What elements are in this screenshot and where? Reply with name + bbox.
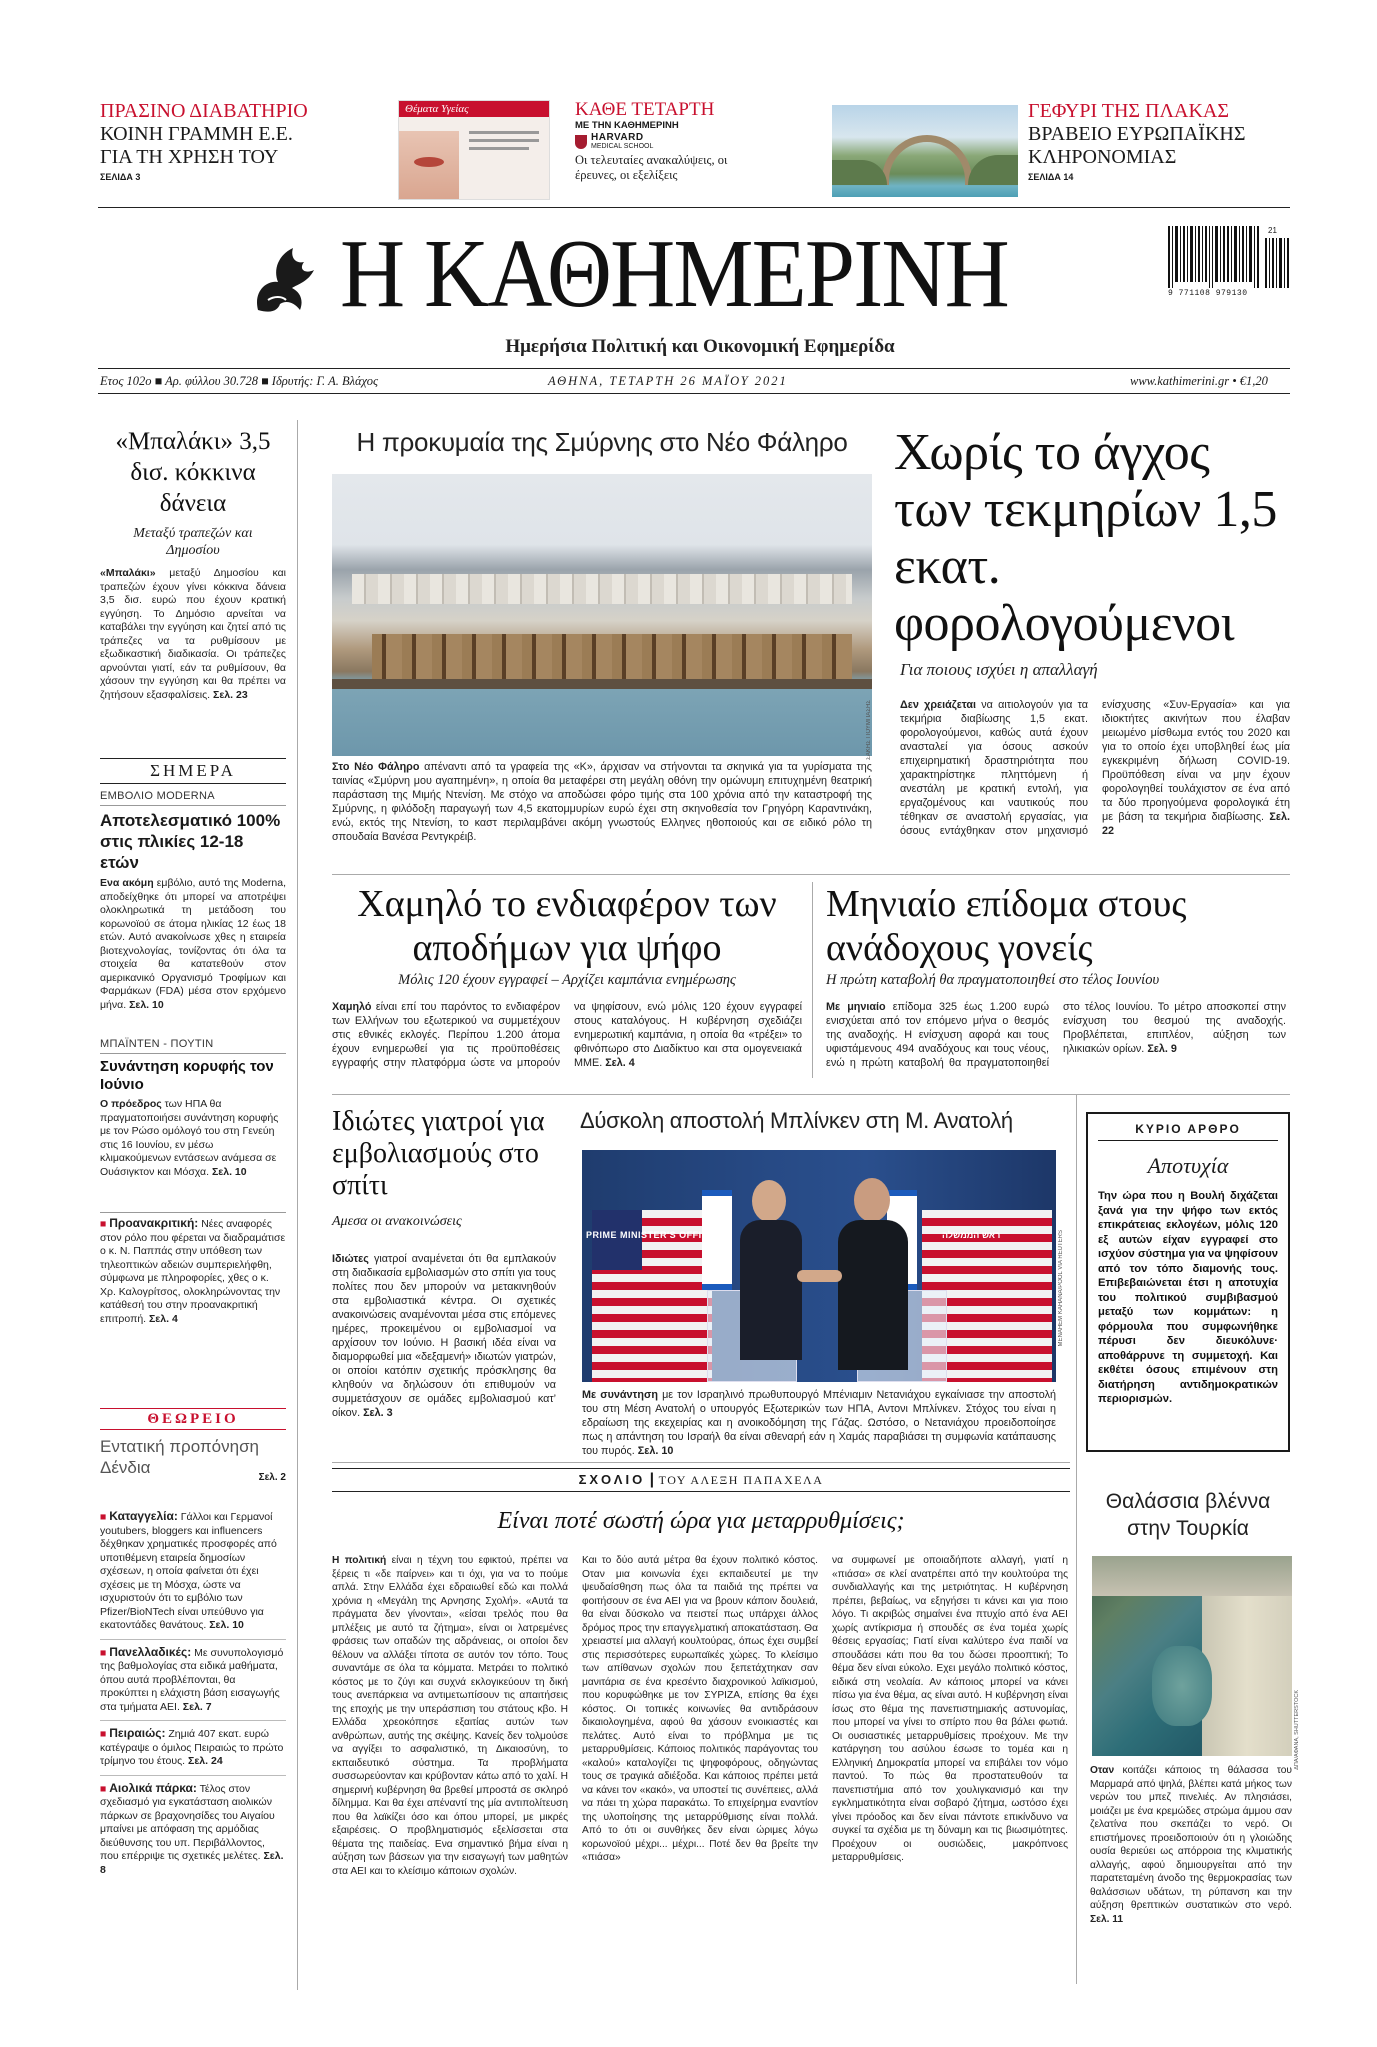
blinken-caption-leadin: Με συνάντηση <box>582 1389 658 1401</box>
barcode-digits: 9 771108 979130 <box>1168 289 1248 298</box>
lead-story-text: μεταξύ Δημοσίου και τραπεζών έχουν γίνει κόκκινα δάνεια 3,5 δισ. ευρώ που έχουν κρατική εγγύηση. Το Δημόσιο αρνείται να καταβάλει την εγγύηση και ζητεί από τις τράπεζες να τα ρυθμίσουν με εξωδικαστική διαδικασία. Οι τράπεζες αρνούνται γιατί, εάν τα ρυθμίσουν, θα χάσουν την εγγύηση και θα πρέπει να ζητήσουν εξασφαλίσεις. <box>100 567 286 701</box>
blinken-caption <box>582 1388 1056 1458</box>
teaser-divider <box>98 207 1290 208</box>
biden-title: Συνάντηση κορυφής τον Ιούνιο <box>100 1058 274 1093</box>
moderna-body <box>100 877 286 1012</box>
windfarms-text: Τέλος στον σχεδιασμό για εγκατάσταση αιολικών πάρκων σε βραχονησίδες του Αιγαίου μπαίνει με απόφαση της αρμόδιας διεύθυνσης του υπ. Περιβάλλοντος, που επέρριψε τις σχετικές μελέτες. <box>100 1782 275 1862</box>
parents-headline: Μηνιαίο επίδομα στους ανάδοχους γονείς <box>826 883 1187 969</box>
tax-headline: Χωρίς το άγχος των τεκμηρίων 1,5 εκατ. φορολογούμενοι <box>894 424 1277 652</box>
comment-leadin: Η πολιτική <box>332 1555 387 1566</box>
today-moderna[interactable] <box>100 790 286 1012</box>
lead-story-title: «Μπαλάκι» 3,5 δισ. κόκκινα δάνεια <box>115 428 271 517</box>
turkey-credit: ΔΠΑ/ΑΦΑΝΑ, SHUTTERSTOCK <box>1294 1690 1300 1770</box>
lead-story-deck: Μεταξύ τραπεζών και Δημοσίου <box>133 526 253 558</box>
masthead-title: Η ΚΑΘΗΜΕΡΙΝΗ <box>340 220 1008 328</box>
inquiry-ref: Σελ. 4 <box>149 1312 178 1325</box>
parents-body <box>826 1000 1286 1070</box>
moderna-category: ΕΜΒΟΛΙΟ MODERNA <box>100 790 286 806</box>
doctors-text: γιατροί αναμένεται ότι θα εμπλακούν στη διαδικασία εμβολιασμών στο σπίτι για τους πολίτες που δεν μπορούν να μετακινηθούν στα εμβολιαστικά κέντρα. Οι σχετικές ανακοινώσεις αναμένονται μέσα στις επόμενες ημέρες, προκειμένου οι εμβολιασμοί να αρχίσουν τον Ιούνιο. Η βασική ιδέα είναι να διαμορφωθεί μια «δεξαμενή» ιδιωτών γιατρών, οι οποίοι κατόπιν σχετικής πρόσκλησης θα κληθούν να δηλώσουν ότι επιθυμούν να συμμετάσχουν σε ομάδες εμβολιασμού κατ’ οίκον. <box>332 1253 556 1419</box>
comment-col-1-text: είναι η τέχνη του εφικτού, πρέπει να ξέρεις τι «δε παίρνει» και τι όχι, για να το πούμε απλά. Στην Ελλάδα έχει εδραιωθεί εδώ και πολλά χρόνια η «Μεγάλη της Αρνησης Σχολή». «Αυτά τα πράγματα δεν γίνονται», «είσαι τρελός που θα μπλέξεις με αυτό τα ζήτημα», είναι οι λατρεμένες φράσεις των οπαδών της αδράνειας, οι οποίοι δεν θέλουν να αλλάξει τίποτα σε αυτόν τον τόπο. Τους συναντάμε σε όλα τα κόμματα. Μετράει το πολιτικό κόστος με το ζύγι και συχνά εκλογικεύουν τη δική τους ανεπάρκεια να αντιμετωπίσουν τις απαιτήσεις της εποχής με την υπεράσπιση του στάτους κβο. Η Ελλάδα χρεοκόπησε εξαιτίας αυτών των ανθρώπων, αυτής της σκέψης. Κανείς δεν τολμούσε να αγγίξει το ασφαλιστικό, τη Δικαιοσύνη, το εκπαιδευτικό σύστημα. Τα προβλήματα συσσωρεύονταν και κρύβονταν κάτω από το χαλί. Η σημερινή κυβέρνηση θα βρεθεί μπροστά σε σκληρό δίλημμα. Και θα έχει απέναντί της μία αντιπολίτευση που θα λαϊκίζει όσο και όπου μπορεί, με μικρές εξαιρέσεις. Ο προβληματισμός εξελίσσεται στα θέματα της παιδείας. Ενα σημαντικό βήμα είναι η αύξηση των βάσεων για την εισαγωγή των μαθητών στα ΑΕΙ και το κλείσιμο κάποιων σχολών. <box>332 1555 568 1877</box>
masthead-subtitle: Ημερήσια Πολιτική και Οικονομική Εφημερίδα <box>505 336 895 357</box>
tax-text: να αιτιολογούν για τα τεκμήρια διαβίωσης 1,5 εκατ. φορολογούμενοι, καθώς αυτά έχουν ανασταλεί για όσους ασκούν επιχειρηματική δραστηριότητα που χαρακτηρίστηκε πληττόμενη ή ανεστάλη με κρατική εντολή, για εργαζομένους και ναυτικούς που τέθηκαν σε αναστολή εργασίας, για όσους εντάχθηκαν στον μηχανισμό ενίσχυσης «Συν-Εργασία» και για ιδιοκτήτες ακινήτων που έλαβαν μειωμένο μίσθωμα εντός του 2020 και για το οποίο έχει υποβληθεί έως μία εγκεκριμένη δήλωση COVID-19. Προϋπόθεση είναι να μην έχουν φορολογηθεί τουλάχιστον σε ένα από τα δύο προηγούμενα φορολογικά έτη με βάση τα τεκμήρια διαβίωσης. <box>900 699 1290 837</box>
blinken-headline: Δύσκολη αποστολή Μπλίνκεν στη Μ. Ανατολή <box>580 1108 1013 1133</box>
biden-leadin: Ο πρόεδρος <box>100 1098 162 1110</box>
tax-ref: Σελ. 22 <box>1102 811 1291 837</box>
dateline-top-rule <box>98 368 1290 369</box>
theoreio-item[interactable] <box>100 1436 286 1483</box>
briefs <box>100 1510 286 1877</box>
comment-separator: | <box>645 1471 659 1488</box>
turkey-caption-text: κοιτάζει κάποιος τη θάλασσα του Μαρμαρά από ψηλά, βλέπει κατά μήκος των νερών του μπεζ πινελιές. Αν πλησιάσει, μοιάζει με ένα κρεμώδες στρώμα άμμου σαν ζελατίνα που σκεπάζει το νερό. Οι επιστήμονες προειδοποιούν ότι η γλοιώδης ουσία θεριεύει ως απόρροια της κλιματικής αλλαγής, αφού δημιουργείται από την παρατεταμένη άνοδο της θερμοκρασίας των θαλάσσιων υδάτων, τη ρύπανση και την αύξηση θρεπτικών συστατικών στο νερό. <box>1090 1765 1292 1911</box>
brief-complaint[interactable] <box>100 1510 286 1640</box>
smyrni-caption-leadin: Στο Νέο Φάληρο <box>332 761 420 773</box>
teaser-bridge-kicker: ΓΕΦΥΡΙ ΤΗΣ ΠΛΑΚΑΣ <box>1028 100 1229 122</box>
turkey-caption-leadin: Οταν <box>1090 1765 1115 1776</box>
turkey-photo <box>1092 1556 1292 1756</box>
tax-body <box>900 698 1290 838</box>
turkey-caption <box>1090 1764 1292 1926</box>
turkey-ref: Σελ. 11 <box>1090 1913 1124 1925</box>
vote-parents-divider <box>812 882 813 1078</box>
moderna-title: Αποτελεσματικό 100% στις πλικίες 12-18 ετών <box>100 811 281 872</box>
dateline-bottom-rule <box>98 393 1290 394</box>
inquiry-text: Νέες αναφορές στον ρόλο που φέρεται να διαδραμάτισε ο κ. Ν. Παππάς στην υπόθεση των τηλεοπτικών αδειών συμπεριελήφθη, σύμφωνα με πληροφορίες, χθες ο κ. Χρ. Καλογρίτσος, ολοκληρώνοντας την κατάθεσή του στην προανακριτική επιτροπή. <box>100 1218 286 1325</box>
dateline-left: Ετος 102ο ■ Αρ. φύλλου 30.728 ■ Ιδρυτής: Γ. Α. Βλάχος <box>100 374 379 388</box>
blinken-caption-text: με τον Ισραηλινό πρωθυπουργό Μπένιαμιν Νετανιάχου εγκαίνιασε την αποστολή του στη Μέση Ανατολή ο υπουργός Εξωτερικών των ΗΠΑ, Αντονι Μπλίνκεν. Στόχος του είναι η εδραίωση της εκεχειρίας και η ανοικοδόμηση της Γάζας. Ωστόσο, ο Νετανιάχου προειδοποίησε πως η απάντηση του Ισραήλ θα είναι σθεναρή εάν η Χαμάς παραβιάσει τη συμφωνία κατάπαυσης του πυρός. <box>582 1389 1056 1457</box>
barcode <box>1168 226 1290 302</box>
inquiry-leadin: Προανακριτική: <box>109 1216 199 1230</box>
theoreio-title: Εντατική προπόνηση Δένδια <box>100 1437 260 1477</box>
piraeus-text: Ζημιά 407 εκατ. ευρώ κατέγραψε ο όμιλος Πειραιώς το πρώτο τρίμηνο του έτους. <box>100 1728 284 1767</box>
plaka-bridge-photo <box>832 105 1018 197</box>
windfarms-ref: Σελ. 8 <box>100 1850 284 1876</box>
complaint-text: Γάλλοι και Γερμανοί youtubers, bloggers και influencers δέχθηκαν χρηματικές προσφορές από υποτιθέμενη εταιρεία δημοσίων σχέσεων, η οποία φαίνεται ότι έχει σχέσεις με τη Μόσχα, ώστε να ισχυριστούν ότι το εμβόλιο των Pfizer/BioNTech είναι υπεύθυνο για εκατοντάδες θανάτους. <box>100 1511 277 1631</box>
comment-label: ΣΧΟΛΙΟ <box>578 1472 646 1487</box>
moderna-leadin: Ενα ακόμη <box>100 877 154 889</box>
today-biden-putin[interactable] <box>100 1038 286 1179</box>
doctors-headline: Ιδιώτες γιατροί για εμβολιασμούς στο σπίτι <box>332 1106 545 1201</box>
teaser-passport-kicker: ΠΡΑΣΙΝΟ ΔΙΑΒΑΤΗΡΙΟ <box>100 100 308 122</box>
biden-category: ΜΠΑΪΝΤΕΝ - ΠΟΥΤΙΝ <box>100 1038 286 1054</box>
blinken-ref: Σελ. 10 <box>637 1445 674 1457</box>
theoreio-label: ΘΕΩΡΕΙΟ <box>147 1411 239 1427</box>
harvard-brand: HARVARD <box>591 132 644 143</box>
doctors-ref: Σελ. 3 <box>363 1407 393 1419</box>
comment-header <box>332 1468 1070 1492</box>
teaser-passport[interactable] <box>100 100 340 182</box>
parents-ref: Σελ. 9 <box>1147 1043 1177 1055</box>
harvard-shield-icon <box>575 135 587 149</box>
dateline-date: ΑΘΗΝΑ, ΤΕΤΑΡΤΗ 26 ΜΑΪΟΥ 2021 <box>548 374 788 388</box>
biden-ref: Σελ. 10 <box>211 1165 247 1178</box>
piraeus-bullet-icon: ■ <box>100 1728 107 1740</box>
teaser-harvard-kicker: ΚΑΘΕ ΤΕΤΑΡΤΗ <box>575 99 715 120</box>
today-header <box>100 758 286 784</box>
comment-col-3: να συμφωνεί με οποιαδήποτε αλλαγή, γιατί η «πιάσα» σε κλεί ανατρέπει από την κουλτούρα της συνδιαλλαγής και της μετριότητας. Η κυβέρνηση πρέπει, βεβαίως, να εξηγήσει τι κάνει και για ποιο λόγο. Τι ακριβώς σημαίνει ένα πτυχίο από ένα ΑΕΙ χωρίς αντίκρισμα ή σπουδές σε ένα τομέα χωρίς θέσεις εργασίας; Γιατί είναι καλύτερο ένα παιδί να σπουδάσει κάτι που θα του δώσει προοπτική; Το θέμα δεν είναι εύκολο. Εχει μεγάλο πολιτικό κόστος, ειδικά στη νεολαία. Αν κάποιος μπορεί να κάνει πίσω για ένα θέμα, ας είναι αυτό. Η κυβέρνηση είναι ίσως στο θέμα της πανεπιστημιακής αστυνομίας, που μπορεί να γίνει το σπίρτο που θα βάλει φωτιά. Οι ουσιαστικές μεταρρυθμίσεις προέχουν. Με την κατάργηση του ασύλου έσωσε το τομέα και η Ελληνική Δημοκρατία μπορεί να επιβάλει τον νόμο παντού. Το πώς θα προστατευθούν τα πανεπιστήμια από τον χουλιγκανισμό και την εγκληματικότητα είναι σοβαρό ζήτημα, ωστόσο έχει γίνει πρόοδος και δεν είναι πάντοτε επικίνδυνο να συγκεί τα σχέδια με τη δύναμη και τις βιωσιμότητες. Προέχουν οι ουσιώδεις, μακρόπνοες μεταρρυθμίσεις. <box>832 1555 1068 1863</box>
editorial-title: Αποτυχία <box>1147 1153 1229 1178</box>
teaser-harvard-sub: ΜΕ ΤΗΝ ΚΑΘΗΜΕΡΙΝΗ <box>575 120 679 131</box>
teaser-passport-page: ΣΕΛΙΔΑ 3 <box>100 172 141 182</box>
complaint-leadin: Καταγγελία: <box>109 1509 178 1523</box>
complaint-ref: Σελ. 10 <box>209 1619 244 1631</box>
doctors-leadin: Ιδιώτες <box>332 1253 369 1265</box>
turkey-headline: Θαλάσσια βλέννα στην Τουρκία <box>1105 1490 1271 1540</box>
editorial-box <box>1086 1112 1290 1452</box>
teaser-bridge-page: ΣΕΛΙΔΑ 14 <box>1028 172 1074 182</box>
doctors-body <box>332 1252 556 1420</box>
lead-story-leadin: «Μπαλάκι» <box>100 567 156 579</box>
inquiry-body <box>100 1217 286 1326</box>
today-label: ΣΗΜΕΡΑ <box>150 761 236 780</box>
piraeus-leadin: Πειραιώς: <box>109 1726 166 1740</box>
barcode-issue: 21 <box>1268 226 1277 235</box>
top-stories-rule <box>332 874 1290 875</box>
brief-piraeus[interactable] <box>100 1727 286 1776</box>
lower-rule <box>332 1462 1070 1463</box>
comment-col-2: Και το δύο αυτά μέτρα θα έχουν πολιτικό κόστος. Οταν μια κοινωνία έχει εκπαιδευτεί με την ψευδαίσθηση πως όλα τα παιδιά της πρέπει να φοιτήσουν σε ένα ΑΕΙ για να βρουν κάποιν δουλειά, θα είναι δύσκολο να πειστεί πως υπάρχει άλλος δρόμος προς την επαγγελματική αποκατάσταση. Θα χρειαστεί μια αλλαγή κουλτούρας, όπως έχει συμβεί στις περισσότερες ευρωπαϊκές χώρες. Το κλείσιμο των απίθανων σχολών που ξεπετάχτηκαν σαν μανιτάρια σε ένα κρεσέντο διαχρονικού λαϊκισμού, που κορυφώθηκε με τον ΣΥΡΙΖΑ, επίσης θα έχει κόστος. Οι τοπικές κοινωνίες θα αντιδράσουν δικαιολογημένα, αφού θα χάσουν ενοικιαστές και πελάτες. Αυτό είναι το πρόβλημα με τις μεταρρυθμίσεις. Κάποιος πολιτικός παράγοντας του «καλού» καταλογίζει τις ψηφοφόρους, οδηγώντας τους σε τραγικά αδιέξοδα. Και κάποιος πρέπει μετά να κάνει τον «κακό», να υποστεί τις συνέπειες, αλλά να πάει τη χώρα παρακάτω. Το επιχείρημα εναντίον της υλοποίησης της μεταρρύθμισης είναι πολλά. Από το ότι οι συνθήκες δεν είναι ώριμες λόγω κορωνοϊού μέχρι... μέχρι... Ποτέ δεν θα βρείτε την «πιάσα» <box>582 1555 818 1863</box>
harvard-brand-sub: MEDICAL SCHOOL <box>591 143 654 150</box>
parents-text: επίδομα 325 έως 1.200 ευρώ ενισχύεται από τον επόμενο μήνα ο θεσμός της αναδοχής. Η ενίσχυση αφορά και τους υφιστάμενους 494 αναδόχους και τους νέους, ενώ η πρώτη καταβολή θα πραγματοποιηθεί στο τέλος Ιουνίου. Το μέτρο αποσκοπεί στην ενίσχυση του θεσμού της αναδοχής. Προβλέπεται, επιπλέον, αύξηση των ηλικιακών ορίων. <box>826 1001 1286 1069</box>
teaser-bridge[interactable] <box>1028 100 1268 182</box>
vote-ref: Σελ. 4 <box>605 1057 635 1069</box>
blinken-photo <box>582 1150 1056 1382</box>
complaint-bullet-icon: ■ <box>100 1511 107 1523</box>
smyrni-photo <box>332 474 872 756</box>
brief-panhellenic[interactable] <box>100 1646 286 1722</box>
inquiry-bullet-icon: ■ <box>100 1218 107 1230</box>
today-inquiry[interactable] <box>100 1212 286 1326</box>
health-magazine-cover <box>398 100 550 200</box>
health-magazine-title: Θέματα Υγείας <box>399 101 549 117</box>
comment-title: Είναι ποτέ σωστή ώρα για μεταρρυθμίσεις; <box>497 1508 905 1534</box>
teaser-passport-headline: ΚΟΙΝΗ ΓΡΑΜΜΗ Ε.Ε. ΓΙΑ ΤΗ ΧΡΗΣΗ ΤΟΥ <box>100 123 293 168</box>
editorial-body: Την ώρα που η Βουλή διχάζεται ξανά για την ψήφο των εκτός επικράτειας εκλογέων, μόλις 120 εξ αυτών είχαν εγγραφεί στο ισχύον σύστημα για να ψηφίσουν από τον τόπο διαμονής τους. Επιβεβαιώνεται έτσι η αποτυχία του πολιτικού συμβιβασμού μεταξύ των κομμάτων: η φόρμουλα που συμφωνήθηκε πέρυσι δεν διευκόλυνε· αποθάρρυνε τη συμμετοχή. Και εκθέτει όσους επιμένουν στη διατήρηση αντιδημοκρατικών περιορισμών. <box>1098 1190 1278 1405</box>
smyrni-caption <box>332 760 872 844</box>
lead-story-ref: Σελ. 23 <box>213 688 248 701</box>
doctors-deck: Αμεσα οι ανακοινώσεις <box>332 1214 462 1229</box>
griffin-logo-icon <box>248 240 322 318</box>
parents-deck: Η πρώτη καταβολή θα πραγματοποιηθεί στο τέλος Ιουνίου <box>826 972 1160 988</box>
vote-body <box>332 1000 802 1070</box>
panhellenic-text: Με συνυπολογισμό της βαθμολογίας στα ειδικά μαθήματα, όπου αυτά προβλέπονται, θα προκύπτει η ελάχιστη βάση εισαγωγής στα τμήματα ΑΕΙ. <box>100 1646 284 1713</box>
theoreio-ref: Σελ. 2 <box>258 1472 286 1483</box>
smyrni-caption-text: απέναντι από τα γραφεία της «Κ», άρχισαν να στήνονται τα σκηνικά για τα γυρίσματα της ταινίας «Σμύρνη μου αγαπημένη», η οποία θα μεταφέρει στη μεγάλη οθόνη την ομώνυμη επιτυχημένη θεατρική παράσταση της Μιμής Ντενίση. Με στόχο να αποδώσει φόρο τιμής στα 100 χρόνια από την καταστροφή της Σμύρνης, η φιλόδοξη παραγωγή των 4,5 εκατομμυρίων ευρώ έχει στη σκηνοθεσία τον Γρηγόρη Καραντινάκη, ενώ, εκτός της Ντενίση, το καστ περιλαμβάνει ακόμη γνωστούς Ελληνες ηθοποιούς και σε ειδικό ρόλο τη σπουδαία Βανέσα Ρεντγκρέιβ. <box>332 761 872 843</box>
panhellenic-bullet-icon: ■ <box>100 1646 107 1659</box>
panhellenic-ref: Σελ. 7 <box>182 1700 212 1713</box>
windfarms-bullet-icon: ■ <box>100 1782 107 1795</box>
vote-leadin: Χαμηλό <box>332 1001 372 1013</box>
blinken-sign-right: ראש הממשלה <box>942 1230 1001 1240</box>
theoreio-header <box>100 1408 286 1430</box>
brief-windfarms[interactable] <box>100 1782 286 1878</box>
teaser-harvard-text: Οι τελευταίες ανακαλύψεις, οι έρευνες, οι εξελίξεις <box>575 153 728 182</box>
editorial-label: ΚΥΡΙΟ ΑΡΘΡΟ <box>1098 1122 1278 1141</box>
comment-col-1 <box>332 1554 568 1878</box>
blinken-sign-left: PRIME MINISTER'S OFFICE <box>586 1230 716 1240</box>
vote-deck: Μόλις 120 έχουν εγγραφεί – Αρχίζει καμπάνια ενημέρωσης <box>398 972 736 988</box>
tax-deck: Για ποιους ισχύει η απαλλαγή <box>900 660 1098 679</box>
sidebar-vertical-rule <box>297 420 298 1990</box>
middle-rule <box>332 1094 1290 1095</box>
teaser-bridge-headline: ΒΡΑΒΕΙΟ ΕΥΡΩΠΑΪΚΗΣ ΚΛΗΡΟΝΟΜΙΑΣ <box>1028 123 1246 168</box>
tax-leadin: Δεν χρειάζεται <box>900 699 977 711</box>
teaser-harvard[interactable] <box>575 100 775 183</box>
right-column-rule <box>1076 1094 1077 1984</box>
panhellenic-leadin: Πανελλαδικές: <box>109 1644 192 1659</box>
vote-headline: Χαμηλό το ενδιαφέρον των αποδήμων για ψήφο <box>357 883 777 969</box>
biden-body <box>100 1098 286 1179</box>
comment-author: ΤΟΥ ΑΛΕΞΗ ΠΑΠΑΧΕΛΑ <box>658 1473 824 1487</box>
vote-text: είναι επί του παρόντος το ενδιαφέρον των Ελλήνων του εξωτερικού να συμμετέχουν στις εθνικές εκλογές. Περίπου 1.200 άτομα έχουν ενημερωθεί για τις προϋποθέσεις εγγραφής στην πλατφόρμα ώστε να μπορούν να ψηφίσουν, ενώ μόλις 120 έχουν εγγραφεί στους καταλόγους. Η κυβέρνηση σχεδιάζει ενημερωτική καμπάνια, η οποία θα «τρέξει» το φθινόπωρο στο Διαδίκτυο και στα ομογενειακά ΜΜΕ. <box>332 1001 802 1069</box>
blinken-credit: MENAHEM KAHANA/POOL VIA REUTERS <box>1058 1230 1064 1347</box>
moderna-ref: Σελ. 10 <box>129 998 164 1011</box>
lead-story-body <box>100 567 286 702</box>
biden-text: των ΗΠΑ θα πραγματοποιήσει συνάντηση κορυφής με τον Ρώσο ομόλογό του στη Γενεύη στις 16 Ιουνίου, εν μέσω κλιμακούμενων εντάσεων ανάμεσα σε Ουάσιγκτον και Μόσχα. <box>100 1098 279 1178</box>
smyrni-credit: ΣΑΚΗΣ ΓΙΟΥΜΠΑΣΗΣ <box>866 700 872 760</box>
moderna-text: εμβόλιο, αυτό της Moderna, αποδείχθηκε ότι μπορεί να αποτρέψει ολοκληρωτικά τη μετάδοση του κορωνοϊού σε άτομα ηλικίας 12 έως 18 ετών. Αυτό ανακοίνωσε χθες η εταιρεία βιοτεχνολογίας, τονίζοντας ότι όλα τα στοιχεία θα κατατεθούν στον αμερικανικό Οργανισμό Τροφίμων και Φαρμάκων (FDA) μέσα στον ερχόμενο μήνα. <box>100 877 286 1011</box>
left-sidebar <box>100 426 286 702</box>
windfarms-leadin: Αιολικά πάρκα: <box>109 1780 197 1795</box>
piraeus-ref: Σελ. 24 <box>188 1755 223 1767</box>
dateline-right: www.kathimerini.gr • €1,20 <box>1130 374 1268 388</box>
smyrni-headline: Η προκυμαία της Σμύρνης στο Νέο Φάληρο <box>356 427 848 457</box>
parents-leadin: Με μηνιαίο <box>826 1001 886 1013</box>
